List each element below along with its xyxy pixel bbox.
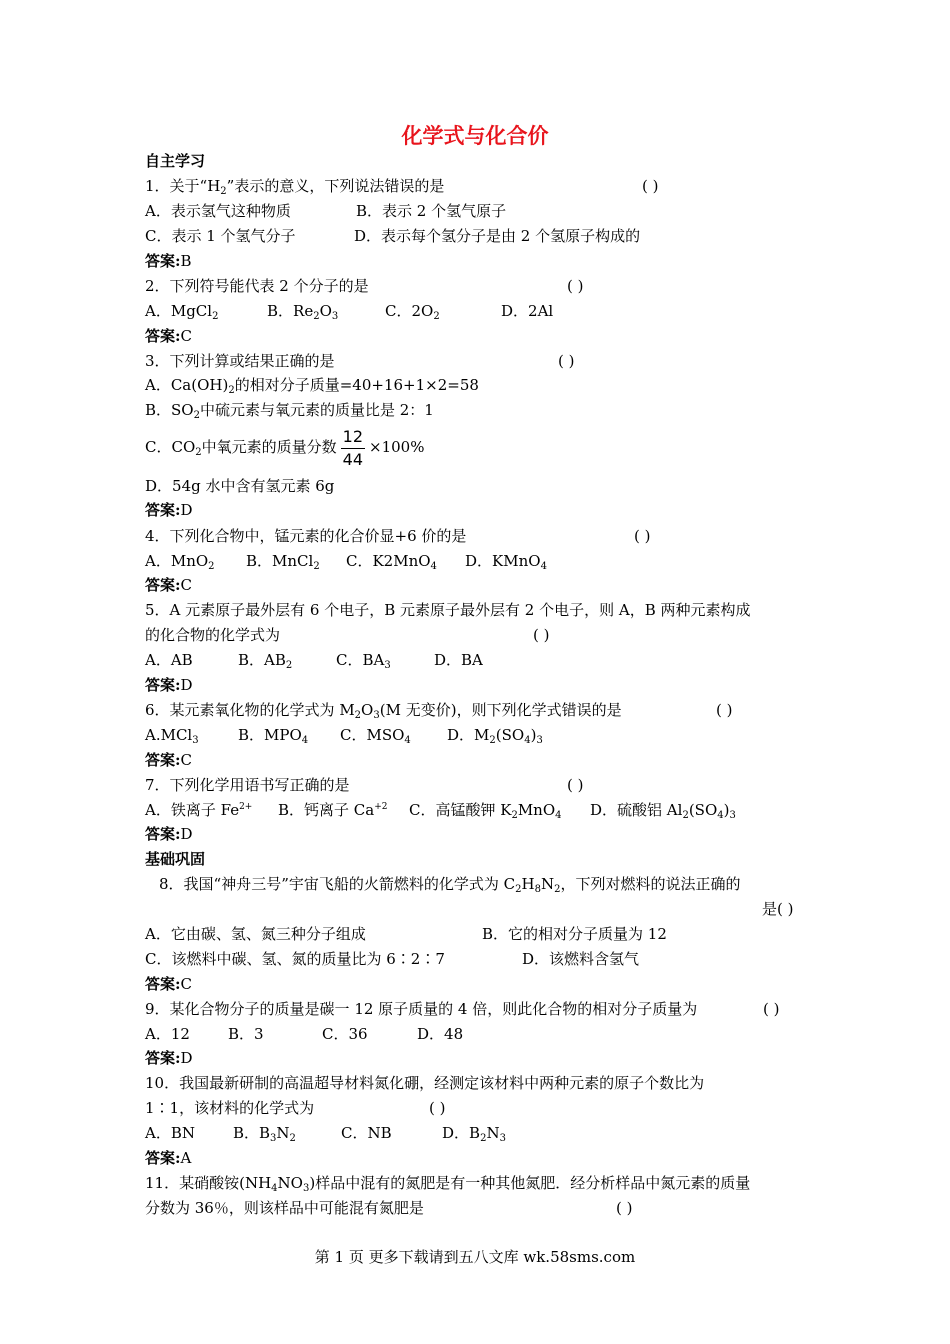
question-5-answer: 答案:D <box>145 676 193 694</box>
question-4-stem: 4．下列化合物中，锰元素的化合价显+6 价的是 ( ) <box>145 527 651 545</box>
question-3-answer: 答案:D <box>145 501 193 519</box>
section-heading-self-study: 自主学习 <box>145 152 206 170</box>
question-2-answer: 答案:C <box>145 327 193 345</box>
question-6-stem: 6．某元素氧化物的化学式为 $M_2O_3(M$ 无变价)，则下列化学式错误的是 ( ) <box>145 701 733 721</box>
question-1-answer: 答案:B <box>145 252 192 270</box>
question-10-stem-line2: 1∶1，该材料的化学式为 ( ) <box>145 1099 446 1117</box>
fraction: $\frac{12}{44}$ <box>342 426 364 469</box>
answer-paren: ( ) <box>634 527 651 545</box>
answer-paren: ( ) <box>567 277 584 295</box>
question-7-stem: 7．下列化学用语书写正确的是 ( ) <box>145 776 584 794</box>
question-5-stem-line2: 的化合物的化学式为 ( ) <box>145 626 550 644</box>
question-7-answer: 答案:D <box>145 825 193 843</box>
question-10-stem-line1: 10．我国最新研制的高温超导材料氮化硼，经测定该材料中两种元素的原子个数比为 <box>145 1074 705 1092</box>
page-title: 化学式与化合价 <box>401 123 549 148</box>
question-3-stem: 3．下列计算或结果正确的是 ( ) <box>145 352 575 370</box>
question-1-stem: 1．关于“$H_2$”表示的意义，下列说法错误的是 ( ) <box>145 177 659 197</box>
answer-paren: ( ) <box>763 1000 780 1018</box>
answer-paren: ( ) <box>567 776 584 794</box>
question-3-option-c: C．$CO_2$中氧元素的质量分数 $\frac{12}{44}$ ×100% <box>145 426 425 469</box>
question-9-stem: 9．某化合物分子的质量是碳一 12 原子质量的 4 倍，则此化合物的相对分子质量为 ( ) <box>145 1000 780 1018</box>
question-10-answer: 答案:A <box>145 1149 192 1167</box>
question-5-stem-line1: 5．A 元素原子最外层有 6 个电子，B 元素原子最外层有 2 个电子，则 A，B 两种元素构成 <box>145 601 751 619</box>
question-4-answer: 答案:C <box>145 576 193 594</box>
question-3-option-a: A．$Ca(OH)_2$的相对分子质量=40+16+1×2=58 <box>145 376 479 396</box>
question-8-answer: 答案:C <box>145 975 193 993</box>
question-11-stem-line1: 11．某硝酸铵$(NH_4NO_3)$样品中混有的氮肥是有一种其他氮肥．经分析样品中氮元素的质量 <box>145 1174 751 1194</box>
answer-paren: ( ) <box>716 701 733 719</box>
answer-paren: ( ) <box>533 626 550 644</box>
question-8-stem-line1: 8．我国“神舟三号”宇宙飞船的火箭燃料的化学式为 $C_2H_8N_2$，下列对燃料的说法正确的 <box>159 875 741 895</box>
answer-paren: ( ) <box>429 1099 446 1117</box>
answer-paren: ( ) <box>616 1199 633 1217</box>
question-3-option-d: D．54g 水中含有氢元素 6g <box>145 477 335 495</box>
section-heading-basic-review: 基础巩固 <box>145 850 206 868</box>
question-8-stem-line2: 是( ) <box>762 900 794 918</box>
question-2-stem: 2．下列符号能代表 2 个分子的是 ( ) <box>145 277 584 295</box>
question-11-stem-line2: 分数为 36％，则该样品中可能混有氮肥是 ( ) <box>145 1199 633 1217</box>
question-9-answer: 答案:D <box>145 1049 193 1067</box>
document-page: 化学式与化合价 自主学习 1．关于“$H_2$”表示的意义，下列说法错误的是 ( ) A．表示氢气这种物质 B．表示 2 个氢气原子 C．表示 1 个氢气分子 D．表示每个氢分子是由 2 个氢原子构成的 答案:B 2．下列符号能代表 2 个分子的是 ( ) A．MgCl$_2$ B．$Re_2O_3$ C．$2O_2$ D．2Al 答案:C 3．下列计算或结果正确的是 ( ) A．$Ca(OH)_2$的相对分子质量=40+16+1×2=58 B．$SO_2$中硫元素与氧元素的质量比是 2：1 C．$CO_2$中氧元素的质量分数 $\frac{12}{44}$ ×100% D．54g 水中含有氢元素 6g 答案:D 4．下列化合物中，锰元素的化合价显+6 价的是 ( ) A．MnO$_2$ B．MnCl$_2$ C．K2MnO$_4$ D．KMnO$_4$ 答案:C 5．A 元素原子最外层有 6 个电子，B 元素原子最外层有 2 个电子，则 A，B 两种元素构成 的化合物的化学式为 ( ) A．AB B．$AB_2$ C．$BA_3$ D．BA 答案:D 6．某元素氧化物的化学式为 $M_2O_3(M$ 无变价)，则下列化学式错误的是 ( ) A.MCl$_3$ B．$MPO_4$ C．$MSO_4$ D．$M_2(SO_4)_3$ 答案:C 7．下列化学用语书写正确的是 ( ) A．铁离子 $Fe^{2+}$ B．钙离子 $Ca^{+2}$ C．高锰酸钾 $K_2MnO_4$ D．硫酸铝 $Al_2(SO_4)_3$ 答案:D 基础巩固 8．我国“神舟三号”宇宙飞船的火箭燃料的化学式为 $C_2H_8N_2$，下列对燃料的说法正确的 是( ) A．它由碳、氢、氮三种分子组成 B．它的相对分子质量为 12 C．该燃料中碳、氢、氮的质量比为 6∶2∶7 D．该燃料含氢气 答案:C 9．某化合物分子的质量是碳一 12 原子质量的 4 倍，则此化合物的相对分子质量为 ( ) A．12 B．3 C．36 D．48 答案:D 10．我国最新研制的高温超导材料氮化硼，经测定该材料中两种元素的原子个数比为 1∶1，该材料的化学式为 ( ) A．BN B．$B_3N_2$ C．NB D．$B_2N_3$ 答案:A 11．某硝酸铵$(NH_4NO_3)$样品中混有的氮肥是有一种其他氮肥．经分析样品中氮元素的质量 分数为 36％，则该样品中可能混有氮肥是 ( ) 第 1 页 更多下载请到五八文库 wk.58sms.com <box>0 0 950 1344</box>
question-6-answer: 答案:C <box>145 751 193 769</box>
question-3-option-b: B．$SO_2$中硫元素与氧元素的质量比是 2：1 <box>145 401 434 421</box>
page-footer: 第 1 页 更多下载请到五八文库 wk.58sms.com <box>314 1248 636 1266</box>
answer-paren: ( ) <box>558 352 575 370</box>
answer-paren: ( ) <box>642 177 659 195</box>
